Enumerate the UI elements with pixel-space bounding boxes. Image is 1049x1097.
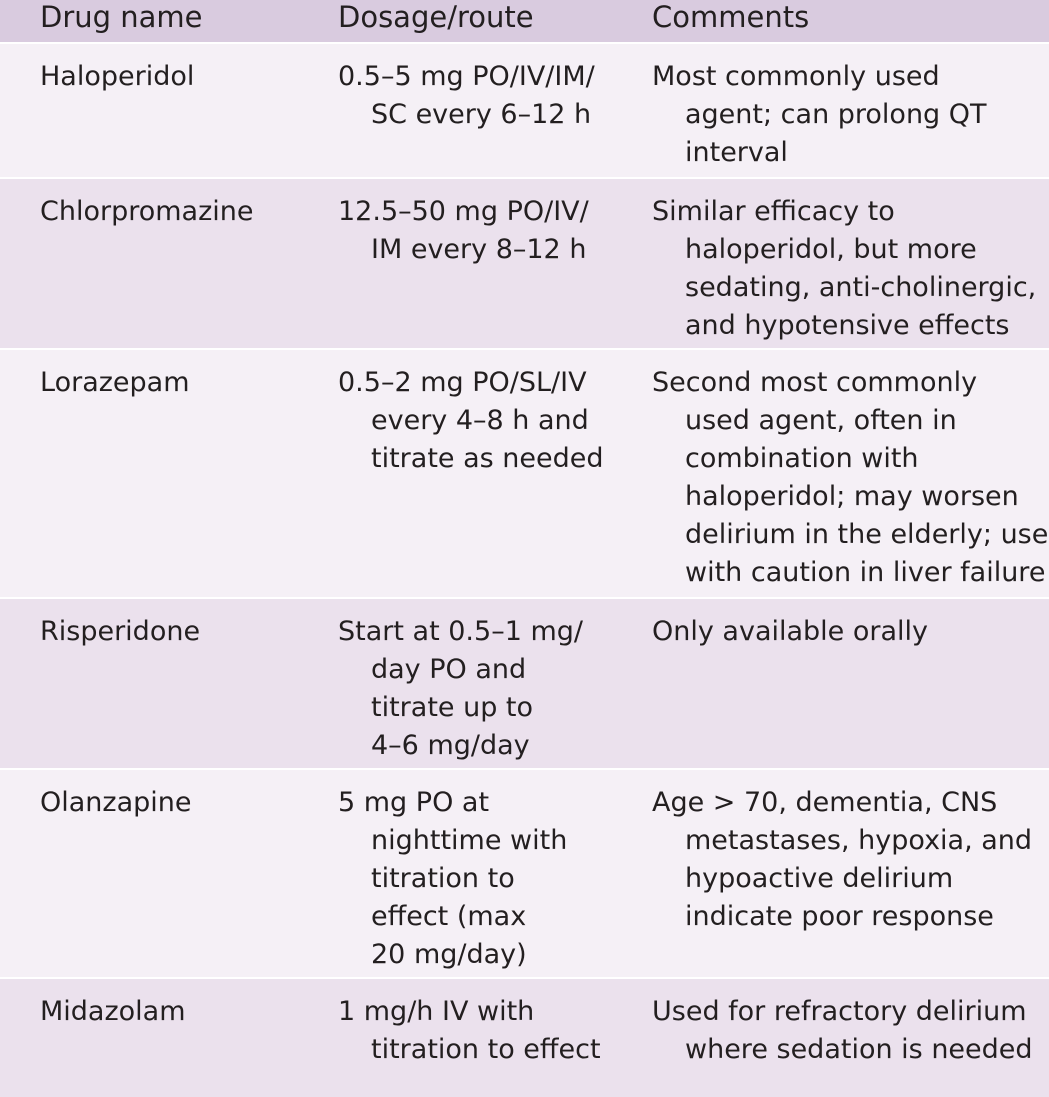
dosage-line: 0.5–2 mg PO/SL/IV (338, 367, 587, 398)
header-dosage-route: Dosage/route (338, 0, 534, 34)
table-row (0, 177, 1049, 348)
drug-name: Chlorpromazine (40, 196, 254, 227)
drug-name: Risperidone (40, 616, 201, 647)
comment-line: combination with (685, 443, 919, 474)
dosage-line: effect (max (371, 901, 527, 932)
dosage-line: 12.5–50 mg PO/IV/ (338, 196, 589, 227)
comment-line: Only available orally (652, 616, 929, 647)
comment-line: where sedation is needed (685, 1034, 1033, 1065)
dosage-line: SC every 6–12 h (371, 99, 592, 130)
table-row (0, 768, 1049, 977)
drug-name: Olanzapine (40, 787, 192, 818)
dosage-line: 20 mg/day) (371, 939, 527, 970)
comment-line: and hypotensive effects (685, 310, 1010, 341)
comment-line: Used for refractory delirium (652, 996, 1027, 1027)
table-header (0, 0, 1049, 42)
comment-line: Second most commonly (652, 367, 978, 398)
dosage-line: 1 mg/h IV with (338, 996, 535, 1027)
comment-line: haloperidol; may worsen (685, 481, 1019, 512)
dosage-line: 4–6 mg/day (371, 730, 530, 761)
comment-line: hypoactive delirium (685, 863, 954, 894)
header-drug-name: Drug name (40, 0, 203, 34)
comment-line: used agent, often in (685, 405, 957, 436)
comment-line: haloperidol, but more (685, 234, 977, 265)
dosage-line: titrate up to (371, 692, 534, 723)
dosage-line: every 4–8 h and (371, 405, 589, 436)
dosage-line: titration to (371, 863, 515, 894)
drug-name: Haloperidol (40, 61, 195, 92)
comment-line: indicate poor response (685, 901, 994, 932)
comment-line: Age > 70, dementia, CNS (652, 787, 998, 818)
dosage-line: nighttime with (371, 825, 568, 856)
comment-line: interval (685, 137, 788, 168)
comment-line: Similar efficacy to (652, 196, 895, 227)
dosage-line: 5 mg PO at (338, 787, 490, 818)
dosage-line: titrate as needed (371, 443, 604, 474)
table-row (0, 42, 1049, 177)
comment-line: agent; can prolong QT (685, 99, 987, 130)
dosage-line: IM every 8–12 h (371, 234, 587, 265)
table-row (0, 597, 1049, 768)
comment-line: delirium in the elderly; use (685, 519, 1049, 550)
comment-line: metastases, hypoxia, and (685, 825, 1033, 856)
header-comments: Comments (652, 0, 810, 34)
table-row (0, 348, 1049, 597)
comment-line: with caution in liver failure (685, 557, 1046, 588)
dosage-line: day PO and (371, 654, 527, 685)
dosage-line: titration to effect (371, 1034, 601, 1065)
comment-line: sedating, anti-cholinergic, (685, 272, 1037, 303)
dosage-line: Start at 0.5–1 mg/ (338, 616, 583, 647)
dosage-line: 0.5–5 mg PO/IV/IM/ (338, 61, 595, 92)
drug-name: Lorazepam (40, 367, 190, 398)
comment-line: Most commonly used (652, 61, 940, 92)
table-row (0, 977, 1049, 1097)
drug-name: Midazolam (40, 996, 186, 1027)
